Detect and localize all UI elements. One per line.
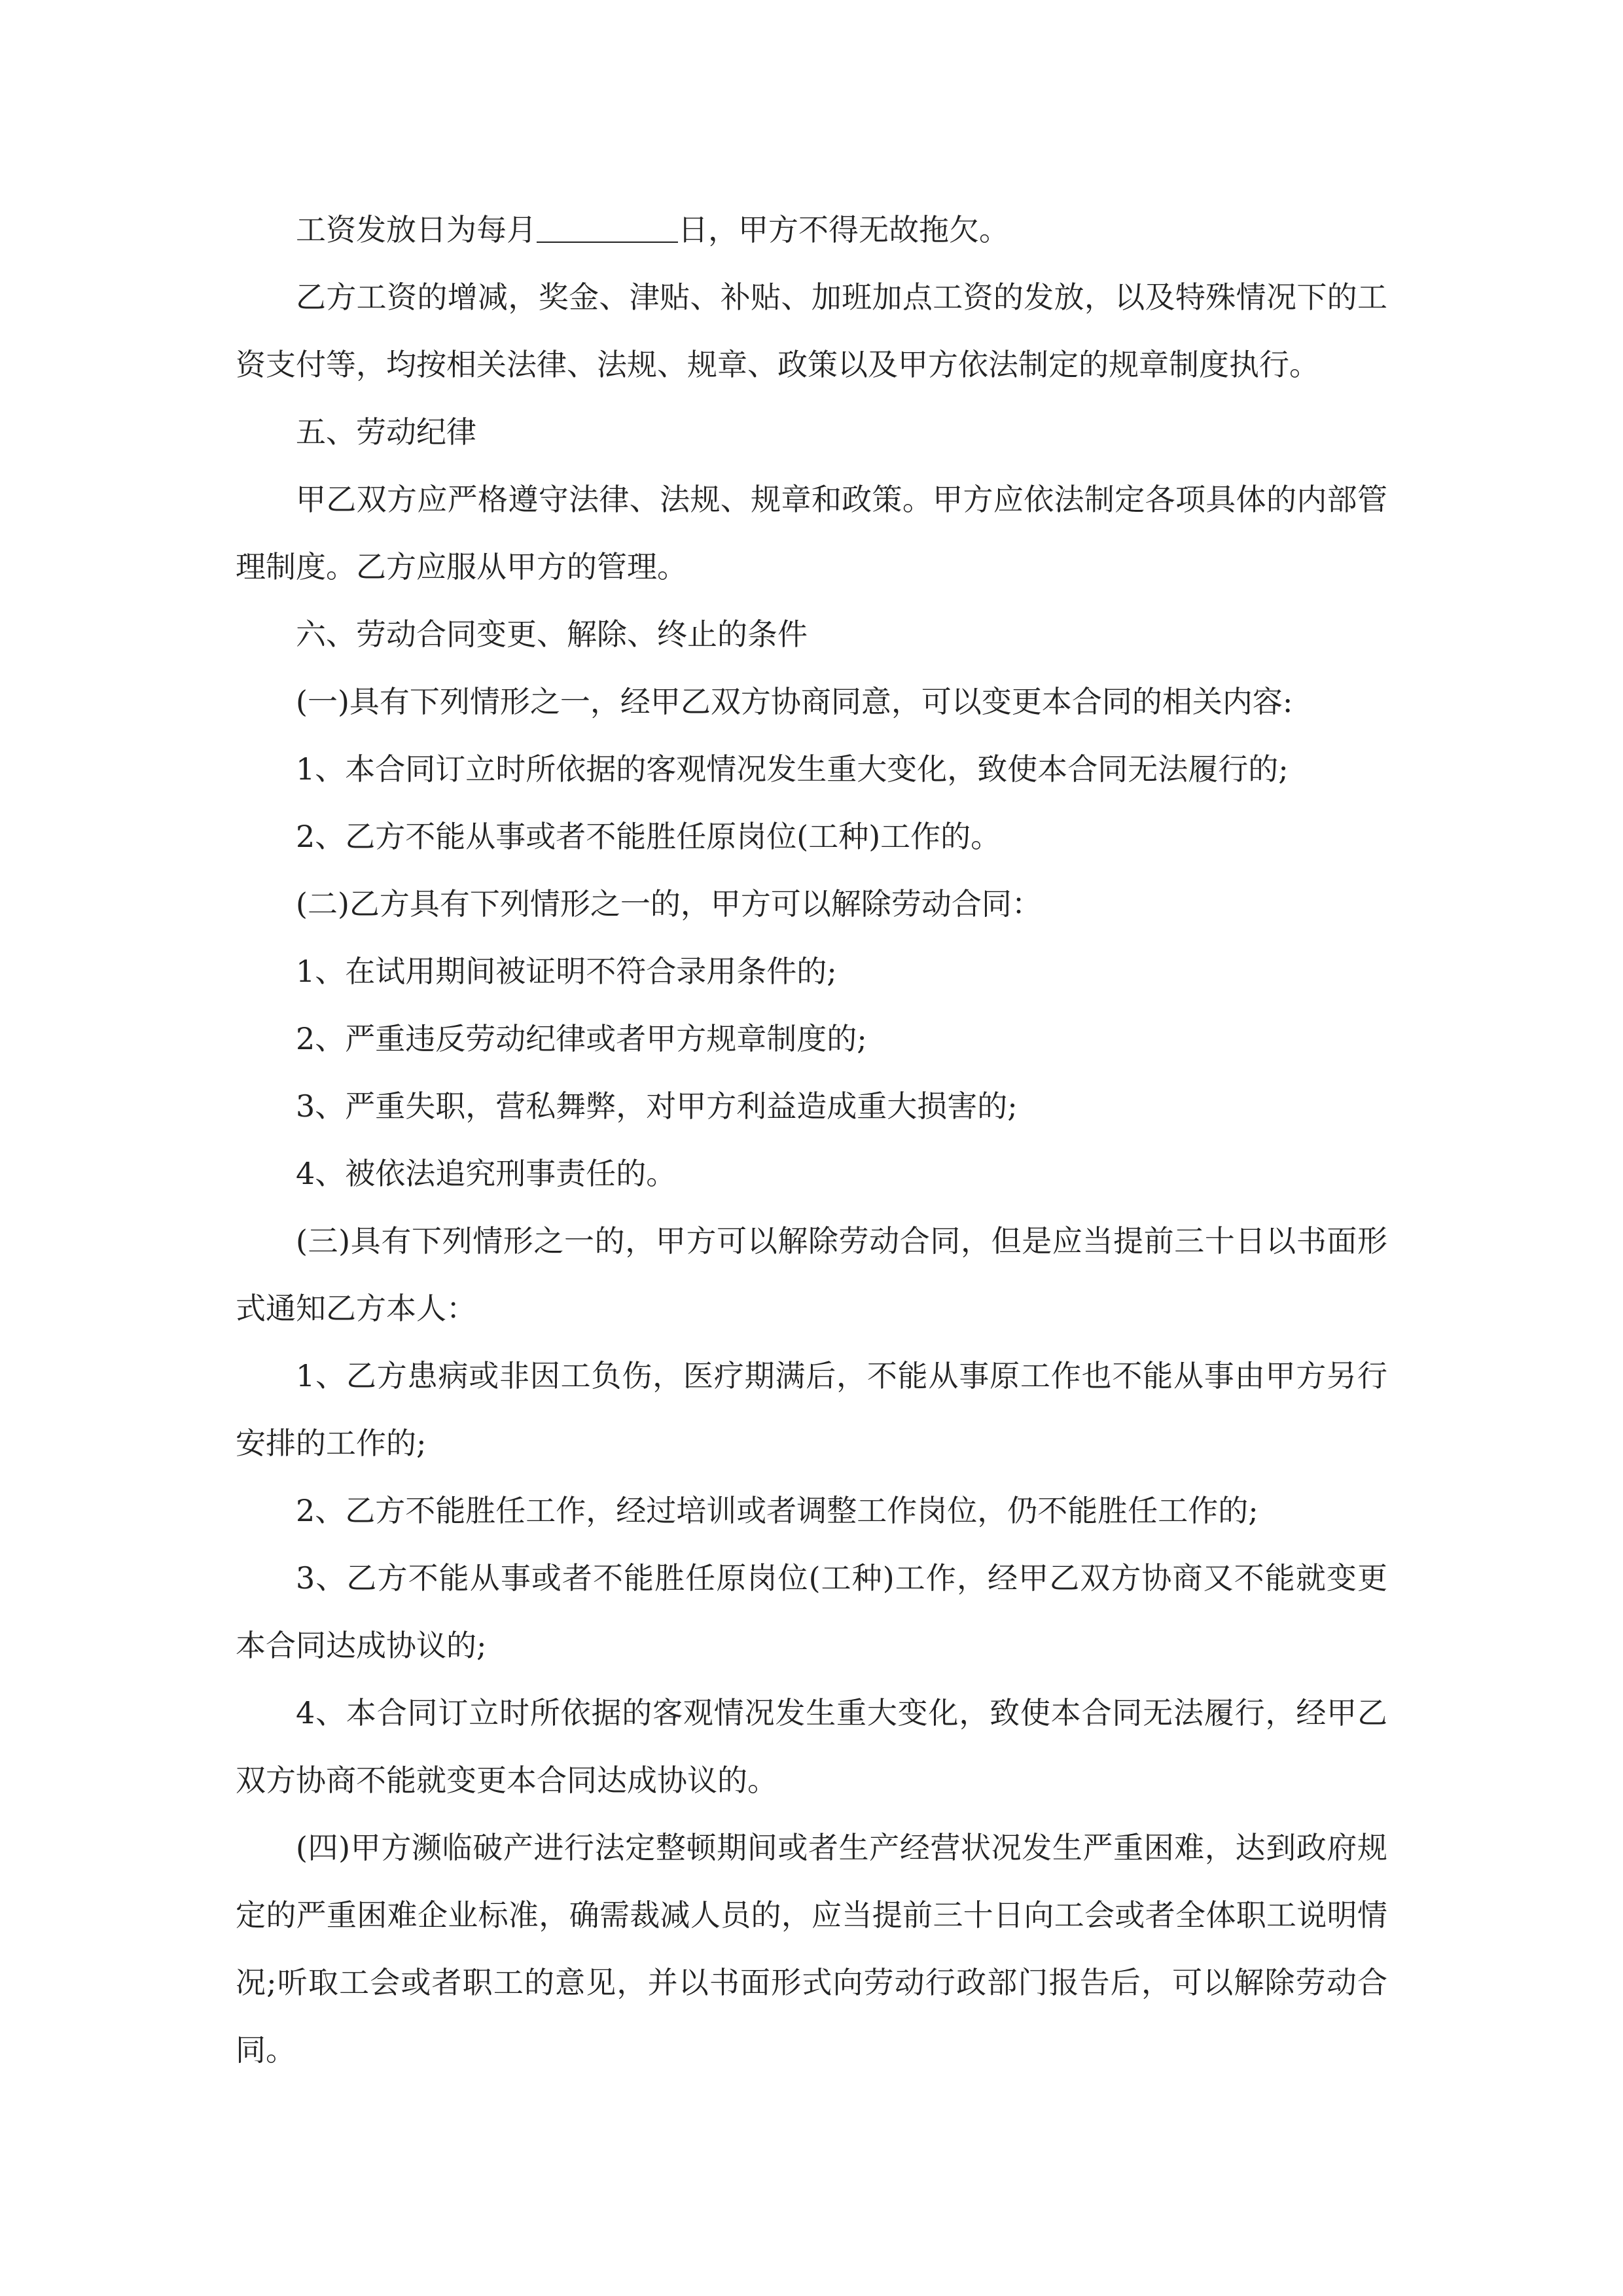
clause-3: (三)具有下列情形之一的，甲方可以解除劳动合同，但是应当提前三十日以书面形式通知乙方本人： (236, 1223, 1387, 1326)
document-page (236, 196, 1387, 2084)
section-heading-labor-discipline: 五、劳动纪律 (296, 414, 476, 450)
clause-1-item-2: 2、乙方不能从事或者不能胜任原岗位(工种)工作的。 (296, 819, 1001, 854)
pay-day-text-after: 日，甲方不得无故拖欠。 (678, 212, 1009, 247)
clause-1-item-1: 1、本合同订立时所依据的客观情况发生重大变化，致使本合同无法履行的; (296, 751, 1289, 787)
pay-day-text-before: 工资发放日为每月 (296, 212, 537, 247)
paragraph-pay-day (236, 196, 1387, 264)
clause-3-item-3: 3、乙方不能从事或者不能胜任原岗位(工种)工作，经甲乙双方协商又不能就变更本合同达成协议的; (236, 1560, 1387, 1663)
clause-2-item-4: 4、被依法追究刑事责任的。 (296, 1156, 677, 1191)
clause-1: (一)具有下列情形之一，经甲乙双方协商同意，可以变更本合同的相关内容: (296, 684, 1293, 719)
clause-2: (二)乙方具有下列情形之一的，甲方可以解除劳动合同： (296, 886, 1042, 922)
clause-3-item-4: 4、本合同订立时所依据的客观情况发生重大变化，致使本合同无法履行，经甲乙双方协商不能就变更本合同达成协议的。 (236, 1695, 1387, 1798)
paragraph-labor-discipline: 甲乙双方应严格遵守法律、法规、规章和政策。甲方应依法制定各项具体的内部管理制度。乙方应服从甲方的管理。 (236, 482, 1387, 584)
clause-3-item-2: 2、乙方不能胜任工作，经过培训或者调整工作岗位，仍不能胜任工作的; (296, 1493, 1258, 1528)
clause-3-item-1: 1、乙方患病或非因工负伤，医疗期满后，不能从事原工作也不能从事由甲方另行安排的工作的; (236, 1358, 1387, 1461)
clause-2-item-1: 1、在试用期间被证明不符合录用条件的; (296, 954, 837, 989)
clause-2-item-2: 2、严重违反劳动纪律或者甲方规章制度的; (296, 1021, 867, 1056)
section-heading-contract-change: 六、劳动合同变更、解除、终止的条件 (296, 617, 808, 652)
pay-day-blank-field (537, 211, 678, 243)
clause-4: (四)甲方濒临破产进行法定整顿期间或者生产经营状况发生严重困难，达到政府规定的严重困难企业标准，确需裁减人员的，应当提前三十日向工会或者全体职工说明情况;听取工会或者职工的意见，并以书面形式向劳动行政部门报告后，可以解除劳动合同。 (236, 1830, 1387, 2068)
clause-2-item-3: 3、严重失职，营私舞弊，对甲方利益造成重大损害的; (296, 1088, 1018, 1124)
paragraph-wage-adjustment: 乙方工资的增减，奖金、津贴、补贴、加班加点工资的发放，以及特殊情况下的工资支付等，均按相关法律、法规、规章、政策以及甲方依法制定的规章制度执行。 (236, 279, 1387, 382)
